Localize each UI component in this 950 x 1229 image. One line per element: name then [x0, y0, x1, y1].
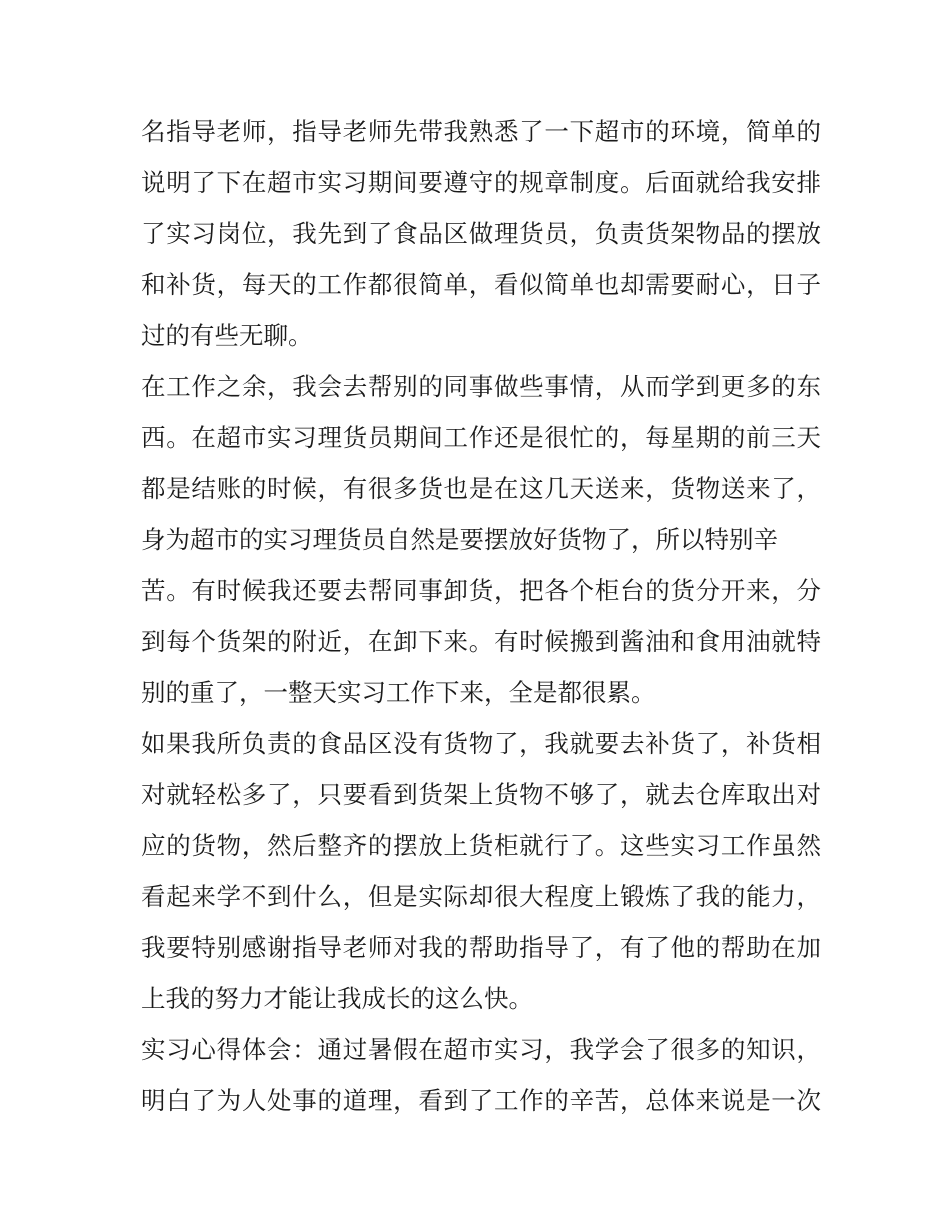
- text-line: 苦。有时候我还要去帮同事卸货，把各个柜台的货分开来，分: [141, 576, 821, 605]
- text-line: 西。在超市实习理货员期间工作还是很忙的，每星期的前三天: [141, 423, 821, 452]
- text-line: 别的重了，一整天实习工作下来，全是都很累。: [141, 678, 656, 707]
- body-text: [141, 106, 821, 1126]
- text-line: 都是结账的时候，有很多货也是在这几天送来，货物送来了，: [141, 474, 821, 503]
- text-line: 实习心得体会：通过暑假在超市实习，我学会了很多的知识，: [141, 1035, 821, 1064]
- text-line: 和补货，每天的工作都很简单，看似简单也却需要耐心，日子: [141, 270, 821, 299]
- text-line: 对就轻松多了，只要看到货架上货物不够了，就去仓库取出对: [141, 780, 821, 809]
- text-line: 过的有些无聊。: [141, 321, 313, 350]
- text-line: 在工作之余，我会去帮别的同事做些事情，从而学到更多的东: [141, 372, 821, 401]
- text-line: 身为超市的实习理货员自然是要摆放好货物了，所以特别辛: [141, 525, 778, 554]
- text-line: 到每个货架的附近，在卸下来。有时候搬到酱油和食用油就特: [141, 627, 821, 656]
- text-line: 看起来学不到什么，但是实际却很大程度上锻炼了我的能力，: [141, 882, 821, 911]
- text-line: 名指导老师，指导老师先带我熟悉了一下超市的环境，简单的: [141, 117, 821, 146]
- text-line: 我要特别感谢指导老师对我的帮助指导了，有了他的帮助在加: [141, 933, 821, 962]
- text-line: 上我的努力才能让我成长的这么快。: [141, 984, 533, 1013]
- text-line: 了实习岗位，我先到了食品区做理货员，负责货架物品的摆放: [141, 219, 821, 248]
- text-line: 应的货物，然后整齐的摆放上货柜就行了。这些实习工作虽然: [141, 831, 821, 860]
- text-line: 明白了为人处事的道理，看到了工作的辛苦，总体来说是一次: [141, 1086, 821, 1115]
- text-line: 如果我所负责的食品区没有货物了，我就要去补货了，补货相: [141, 729, 821, 758]
- text-line: 说明了下在超市实习期间要遵守的规章制度。后面就给我安排: [141, 168, 821, 197]
